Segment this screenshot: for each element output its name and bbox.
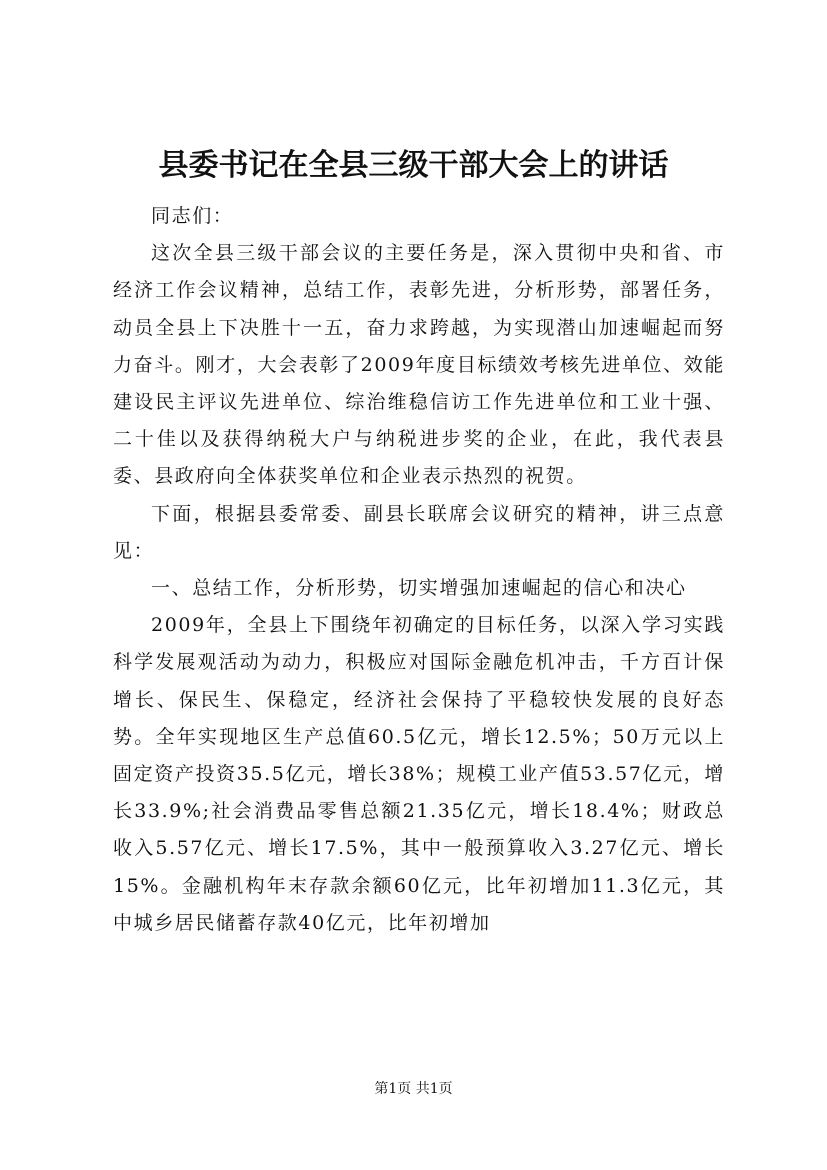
paragraph-summary: 2009年，全县上下围绕年初确定的目标任务，以深入学习实践科学发展观活动为动力，积极应对国际金融危机冲击，千方百计保增长、保民生、保稳定，经济社会保持了平稳较快发展的良好态势。全年实现地区生产总值60.5亿元，增长12.5%；50万元以上固定资产投资35.5亿元，增长38%；规模工业产值53.57亿元，增长33.9%;社会消费品零售总额21.35亿元，增长18.4%；财政总收入5.57亿元、增长17.5%，其中一般预算收入3.27亿元、增长15%。金融机构年末存款余额60亿元，比年初增加11.3亿元，其中城乡居民储蓄存款40亿元，比年初增加 <box>113 614 725 934</box>
greeting: 同志们： <box>151 205 234 227</box>
document-body <box>113 198 725 942</box>
section-heading: 一、总结工作，分析形势，切实增强加速崛起的信心和决心 <box>151 577 687 600</box>
paragraph-outline: 下面，根据县委常委、副县长联席会议研究的精神，讲三点意见： <box>113 502 725 562</box>
page-footer: 第1页 共1页 <box>374 1081 453 1097</box>
paragraph-intro: 这次全县三级干部会议的主要任务是，深入贯彻中央和省、市经济工作会议精神，总结工作，表彰先进，分析形势，部署任务，动员全县上下决胜十一五，奋力求跨越，为实现潜山加速崛起而努力奋斗。刚才，大会表彰了2009年度目标绩效考核先进单位、效能建设民主评议先进单位、综治维稳信访工作先进单位和工业十强、二十佳以及获得纳税大户与纳税进步奖的企业，在此，我代表县委、县政府向全体获奖单位和企业表示热烈的祝贺。 <box>113 242 725 488</box>
document-title: 县委书记在全县三级干部大会上的讲话 <box>158 148 669 183</box>
